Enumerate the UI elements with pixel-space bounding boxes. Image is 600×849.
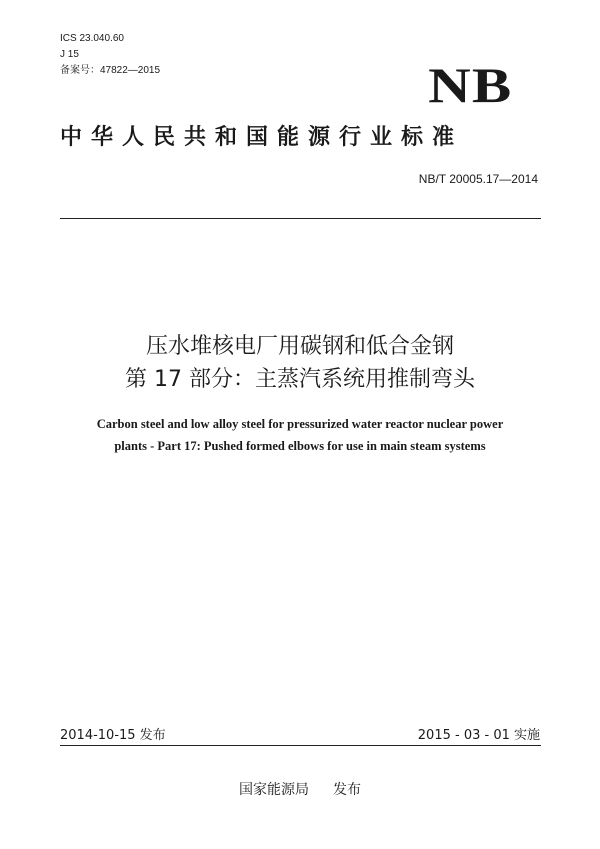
english-title-line-2: plants - Part 17: Pushed formed elbows for use in main steam systems — [114, 439, 486, 453]
bottom-divider — [60, 745, 541, 746]
classification-block — [60, 31, 160, 79]
issuer-line — [0, 779, 600, 799]
issue-date: 2014-10-15 发布 — [60, 728, 166, 743]
issuer-name: 国家能源局 — [239, 782, 309, 798]
issuer-action: 发布 — [333, 782, 361, 798]
english-title — [30, 413, 570, 457]
ics-code: ICS 23.040.60 — [60, 33, 124, 44]
implementation-date: 2015 - 03 - 01 实施 — [417, 728, 540, 743]
record-number: 备案号：47822—2015 — [60, 65, 161, 76]
ccs-code: J 15 — [60, 49, 79, 60]
english-title-line-1: Carbon steel and low alloy steel for pressurized water reactor nuclear power — [96, 417, 504, 431]
standard-category-title: 中华人民共和国能源行业标准 — [60, 125, 464, 150]
standard-number: NB/T 20005.17—2014 — [418, 172, 538, 186]
chinese-title-line-1: 压水堆核电厂用碳钢和低合金钢 — [145, 334, 454, 359]
nb-logo: NB — [427, 57, 512, 113]
chinese-title-line-2: 第 17 部分：主蒸汽系统用推制弯头 — [125, 367, 475, 392]
top-divider — [60, 218, 541, 219]
